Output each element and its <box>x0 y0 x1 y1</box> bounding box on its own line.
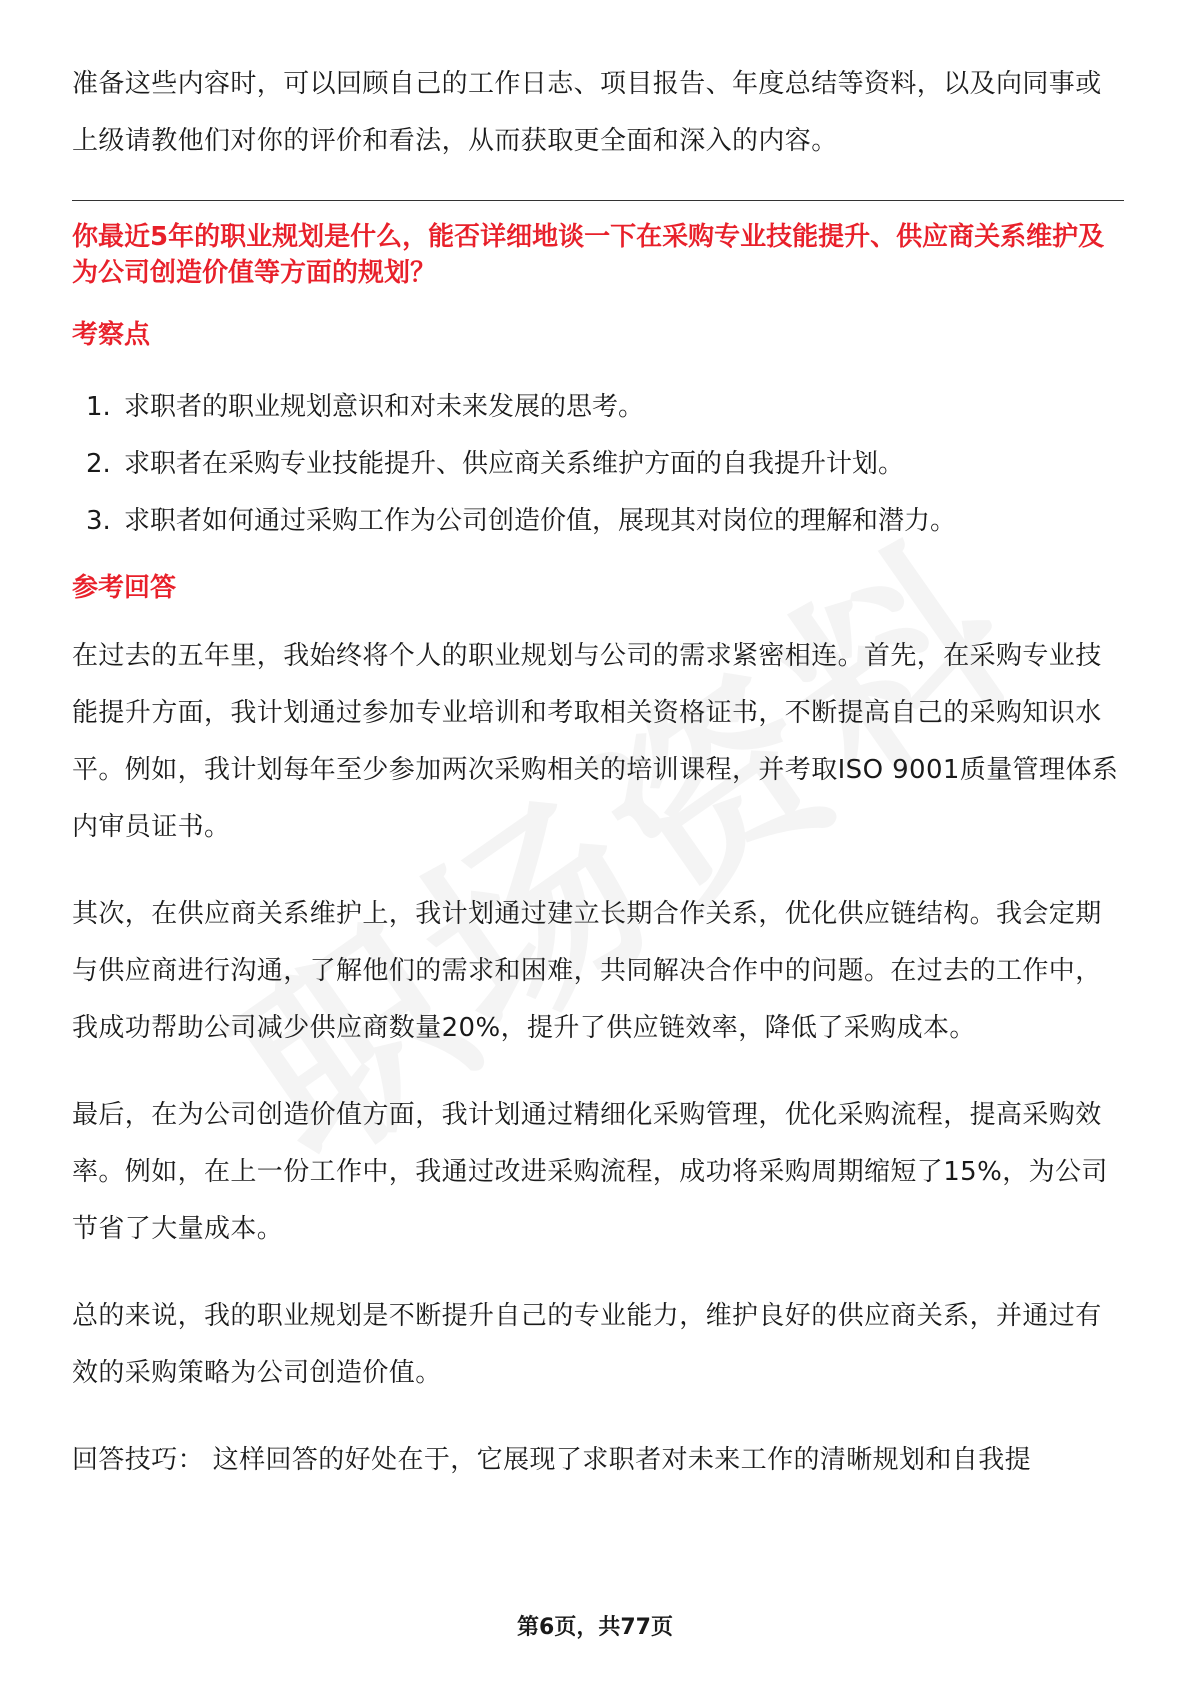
focus-item <box>86 493 1124 550</box>
answer-paragraph: 其次，在供应商关系维护上，我计划通过建立长期合作关系，优化供应链结构。我会定期与供应商进行沟通，了解他们的需求和困难，共同解决合作中的问题。在过去的工作中，我成功帮助公司减少供应商数量20%，提升了供应链效率，降低了采购成本。 <box>72 899 1102 1043</box>
focus-item <box>86 436 1124 493</box>
focus-item-text: 求职者的职业规划意识和对未来发展的思考。 <box>124 392 645 422</box>
answer-title: 参考回答 <box>72 573 177 603</box>
page-number: 第6页，共77页 <box>517 1615 673 1640</box>
focus-item-number: 3. <box>86 506 111 536</box>
answer-paragraph: 最后，在为公司创造价值方面，我计划通过精细化采购管理，优化采购流程，提高采购效率。例如，在上一份工作中，我通过改进采购流程，成功将采购周期缩短了15%，为公司节省了大量成本。 <box>72 1100 1108 1244</box>
focus-item-text: 求职者在采购专业技能提升、供应商关系维护方面的自我提升计划。 <box>124 449 905 479</box>
focus-item-number: 1. <box>86 392 111 422</box>
focus-item-number: 2. <box>86 449 111 479</box>
document-page <box>72 56 1124 1519</box>
answer-paragraph: 在过去的五年里，我始终将个人的职业规划与公司的需求紧密相连。首先，在采购专业技能提升方面，我计划通过参加专业培训和考取相关资格证书，不断提高自己的采购知识水平。例如，我计划每年至少参加两次采购相关的培训课程，并考取ISO 9001质量管理体系内审员证书。 <box>72 641 1119 842</box>
focus-title: 考察点 <box>72 320 151 350</box>
question-heading: 你最近5年的职业规划是什么，能否详细地谈一下在采购专业技能提升、供应商关系维护及为公司创造价值等方面的规划？ <box>72 222 1105 288</box>
focus-item <box>86 379 1124 436</box>
focus-item-text: 求职者如何通过采购工作为公司创造价值，展现其对岗位的理解和潜力。 <box>124 506 957 536</box>
answer-paragraph: 总的来说，我的职业规划是不断提升自己的专业能力，维护良好的供应商关系，并通过有效的采购策略为公司创造价值。 <box>72 1301 1102 1388</box>
intro-paragraph: 准备这些内容时，可以回顾自己的工作日志、项目报告、年度总结等资料，以及向同事或上级请教他们对你的评价和看法，从而获取更全面和深入的内容。 <box>72 69 1102 156</box>
answer-tips-paragraph: 回答技巧： 这样回答的好处在于，它展现了求职者对未来工作的清晰规划和自我提 <box>72 1445 1032 1475</box>
section-divider <box>72 200 1124 201</box>
focus-list <box>72 379 1124 550</box>
